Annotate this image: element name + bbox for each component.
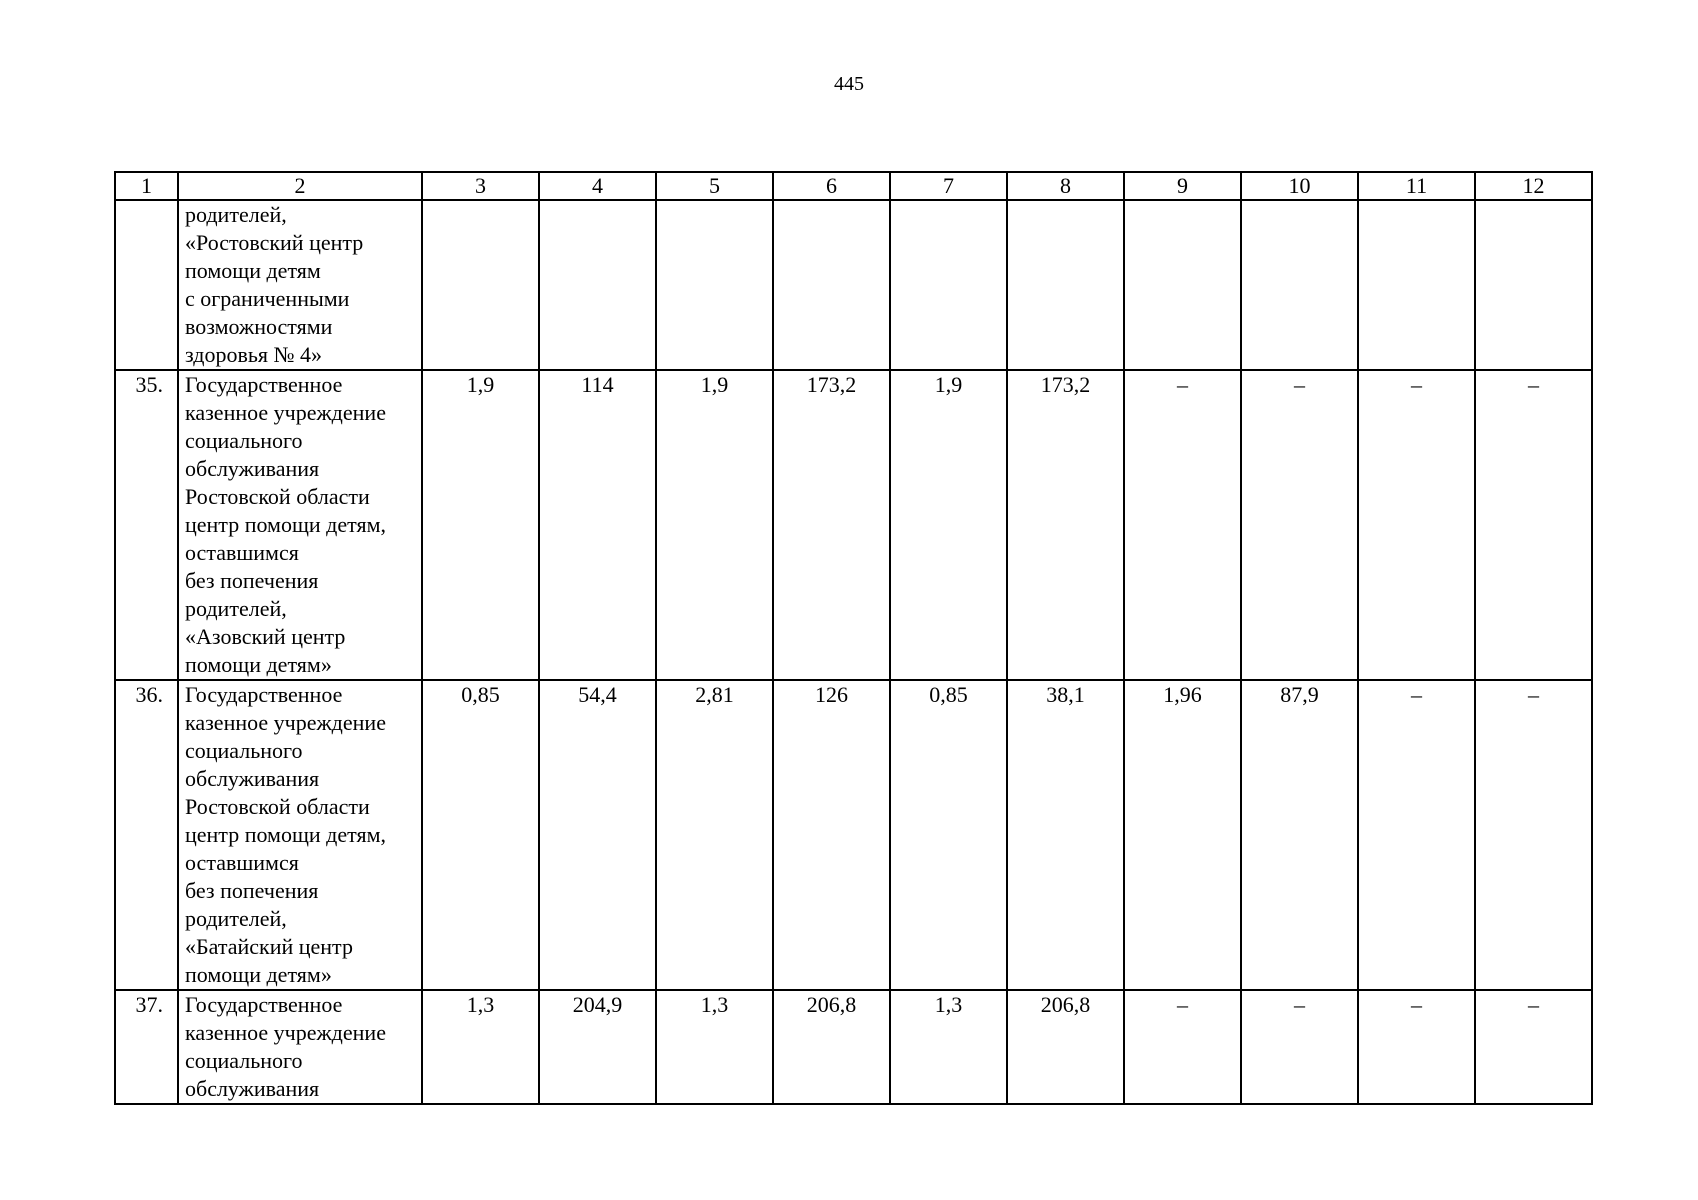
table-cell: 114 <box>539 370 656 680</box>
table-cell <box>773 200 890 370</box>
table-cell: 87,9 <box>1241 680 1358 990</box>
column-header: 2 <box>178 172 422 200</box>
table-cell: 0,85 <box>890 680 1007 990</box>
column-header: 3 <box>422 172 539 200</box>
column-header: 9 <box>1124 172 1241 200</box>
table-cell: – <box>1358 680 1475 990</box>
table-row <box>115 370 1592 680</box>
table-cell: – <box>1241 990 1358 1104</box>
table-cell: – <box>1358 370 1475 680</box>
table-cell: 54,4 <box>539 680 656 990</box>
table-cell <box>656 200 773 370</box>
row-number <box>115 200 178 370</box>
table-cell <box>539 200 656 370</box>
table-row <box>115 200 1592 370</box>
data-table <box>114 171 1593 1105</box>
table-cell <box>1007 200 1124 370</box>
page-number: 445 <box>834 73 864 95</box>
column-header: 5 <box>656 172 773 200</box>
table-cell: 206,8 <box>1007 990 1124 1104</box>
table-cell: 126 <box>773 680 890 990</box>
institution-name: Государственное казенное учреждение социального обслуживания <box>178 990 422 1104</box>
table-cell: 1,3 <box>656 990 773 1104</box>
table-cell <box>1241 200 1358 370</box>
column-header: 4 <box>539 172 656 200</box>
table-cell: 1,96 <box>1124 680 1241 990</box>
table-cell: 1,3 <box>422 990 539 1104</box>
table-cell: 0,85 <box>422 680 539 990</box>
table-row <box>115 680 1592 990</box>
row-number: 37. <box>115 990 178 1104</box>
table-cell: 204,9 <box>539 990 656 1104</box>
table-cell: – <box>1475 990 1592 1104</box>
table-cell <box>890 200 1007 370</box>
column-header: 8 <box>1007 172 1124 200</box>
column-header: 12 <box>1475 172 1592 200</box>
row-number: 36. <box>115 680 178 990</box>
column-header: 1 <box>115 172 178 200</box>
table-cell: 2,81 <box>656 680 773 990</box>
table-cell: 38,1 <box>1007 680 1124 990</box>
table-row <box>115 990 1592 1104</box>
table-cell: – <box>1475 680 1592 990</box>
table-cell: – <box>1241 370 1358 680</box>
table-cell: 206,8 <box>773 990 890 1104</box>
table-cell: – <box>1358 990 1475 1104</box>
table-cell: 173,2 <box>773 370 890 680</box>
column-header: 11 <box>1358 172 1475 200</box>
table-cell: – <box>1124 990 1241 1104</box>
institution-name: Государственное казенное учреждение социального обслуживания Ростовской области центр помощи детям, оставшимся без попечения родителей, «Батайский центр помощи детям» <box>178 680 422 990</box>
column-header: 7 <box>890 172 1007 200</box>
row-number: 35. <box>115 370 178 680</box>
table-cell: 1,9 <box>422 370 539 680</box>
table-cell <box>1358 200 1475 370</box>
table-cell <box>1124 200 1241 370</box>
institution-name: родителей, «Ростовский центр помощи детям с ограниченными возможностями здоровья № 4» <box>178 200 422 370</box>
column-header: 6 <box>773 172 890 200</box>
table-cell: 173,2 <box>1007 370 1124 680</box>
table-cell: 1,9 <box>656 370 773 680</box>
column-header: 10 <box>1241 172 1358 200</box>
table-cell <box>1475 200 1592 370</box>
table-header-row <box>115 172 1592 200</box>
table-cell <box>422 200 539 370</box>
table-cell: 1,9 <box>890 370 1007 680</box>
table-cell: – <box>1475 370 1592 680</box>
table-cell: – <box>1124 370 1241 680</box>
institution-name: Государственное казенное учреждение социального обслуживания Ростовской области центр помощи детям, оставшимся без попечения родителей, «Азовский центр помощи детям» <box>178 370 422 680</box>
table-cell: 1,3 <box>890 990 1007 1104</box>
